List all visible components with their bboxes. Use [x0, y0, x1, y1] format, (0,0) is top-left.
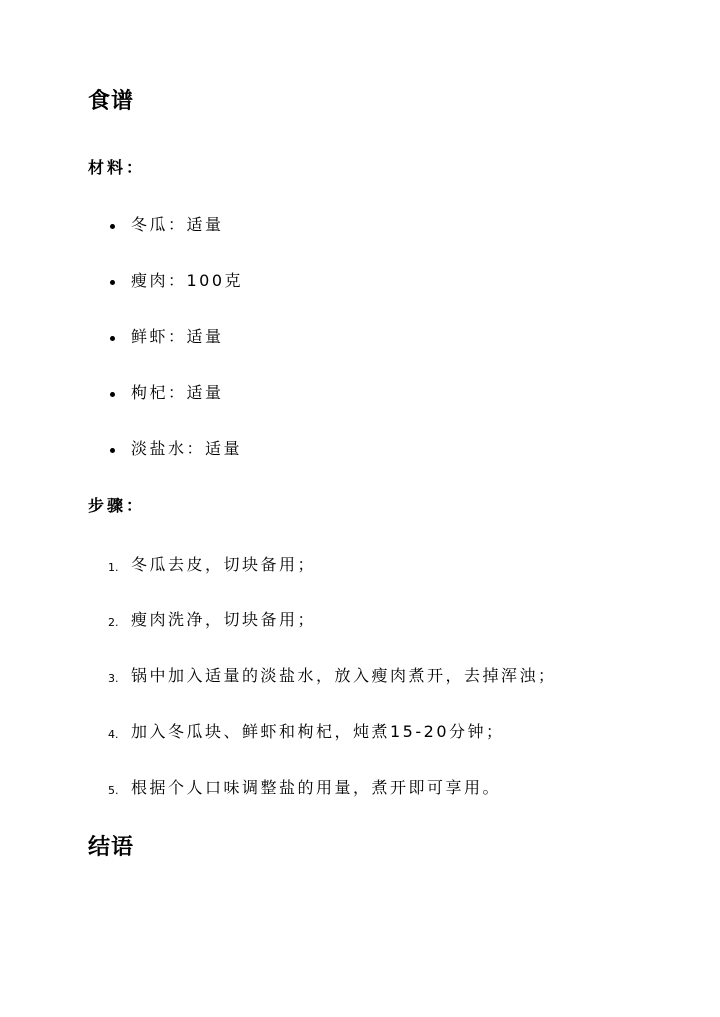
- step-number: 3.: [108, 672, 119, 685]
- step-item: [0, 780, 720, 800]
- step-item: [0, 557, 720, 577]
- bullet-icon: [110, 448, 115, 453]
- step-text: 瘦肉洗净，切块备用；: [131, 610, 317, 629]
- ingredient-item: [0, 441, 720, 461]
- step-text: 锅中加入适量的淡盐水，放入瘦肉煮开，去掉浑浊；: [131, 666, 557, 685]
- closing-heading: 结语: [88, 835, 135, 860]
- step-number: 2.: [108, 616, 119, 629]
- step-item: [0, 612, 720, 632]
- step-text: 根据个人口味调整盐的用量，煮开即可享用。: [131, 778, 502, 797]
- ingredient-text: 瘦肉：100克: [131, 271, 244, 290]
- steps-heading: 步骤：: [88, 496, 146, 515]
- bullet-icon: [110, 280, 115, 285]
- ingredients-heading: 材料：: [88, 158, 146, 177]
- ingredient-text: 冬瓜：适量: [131, 215, 224, 234]
- step-text: 加入冬瓜块、鲜虾和枸杞，炖煮15-20分钟；: [131, 722, 505, 741]
- step-number: 1.: [108, 561, 119, 574]
- ingredient-item: [0, 329, 720, 349]
- step-number: 5.: [108, 784, 119, 797]
- bullet-icon: [110, 336, 115, 341]
- bullet-icon: [110, 224, 115, 229]
- step-item: [0, 724, 720, 744]
- ingredient-item: [0, 217, 720, 237]
- ingredient-item: [0, 273, 720, 293]
- recipe-title: 食谱: [88, 89, 135, 114]
- step-text: 冬瓜去皮，切块备用；: [131, 555, 317, 574]
- step-number: 4.: [108, 728, 119, 741]
- ingredient-item: [0, 385, 720, 405]
- step-item: [0, 668, 720, 688]
- ingredient-text: 鲜虾：适量: [131, 327, 224, 346]
- ingredient-text: 枸杞：适量: [131, 383, 224, 402]
- ingredient-text: 淡盐水：适量: [131, 439, 243, 458]
- bullet-icon: [110, 392, 115, 397]
